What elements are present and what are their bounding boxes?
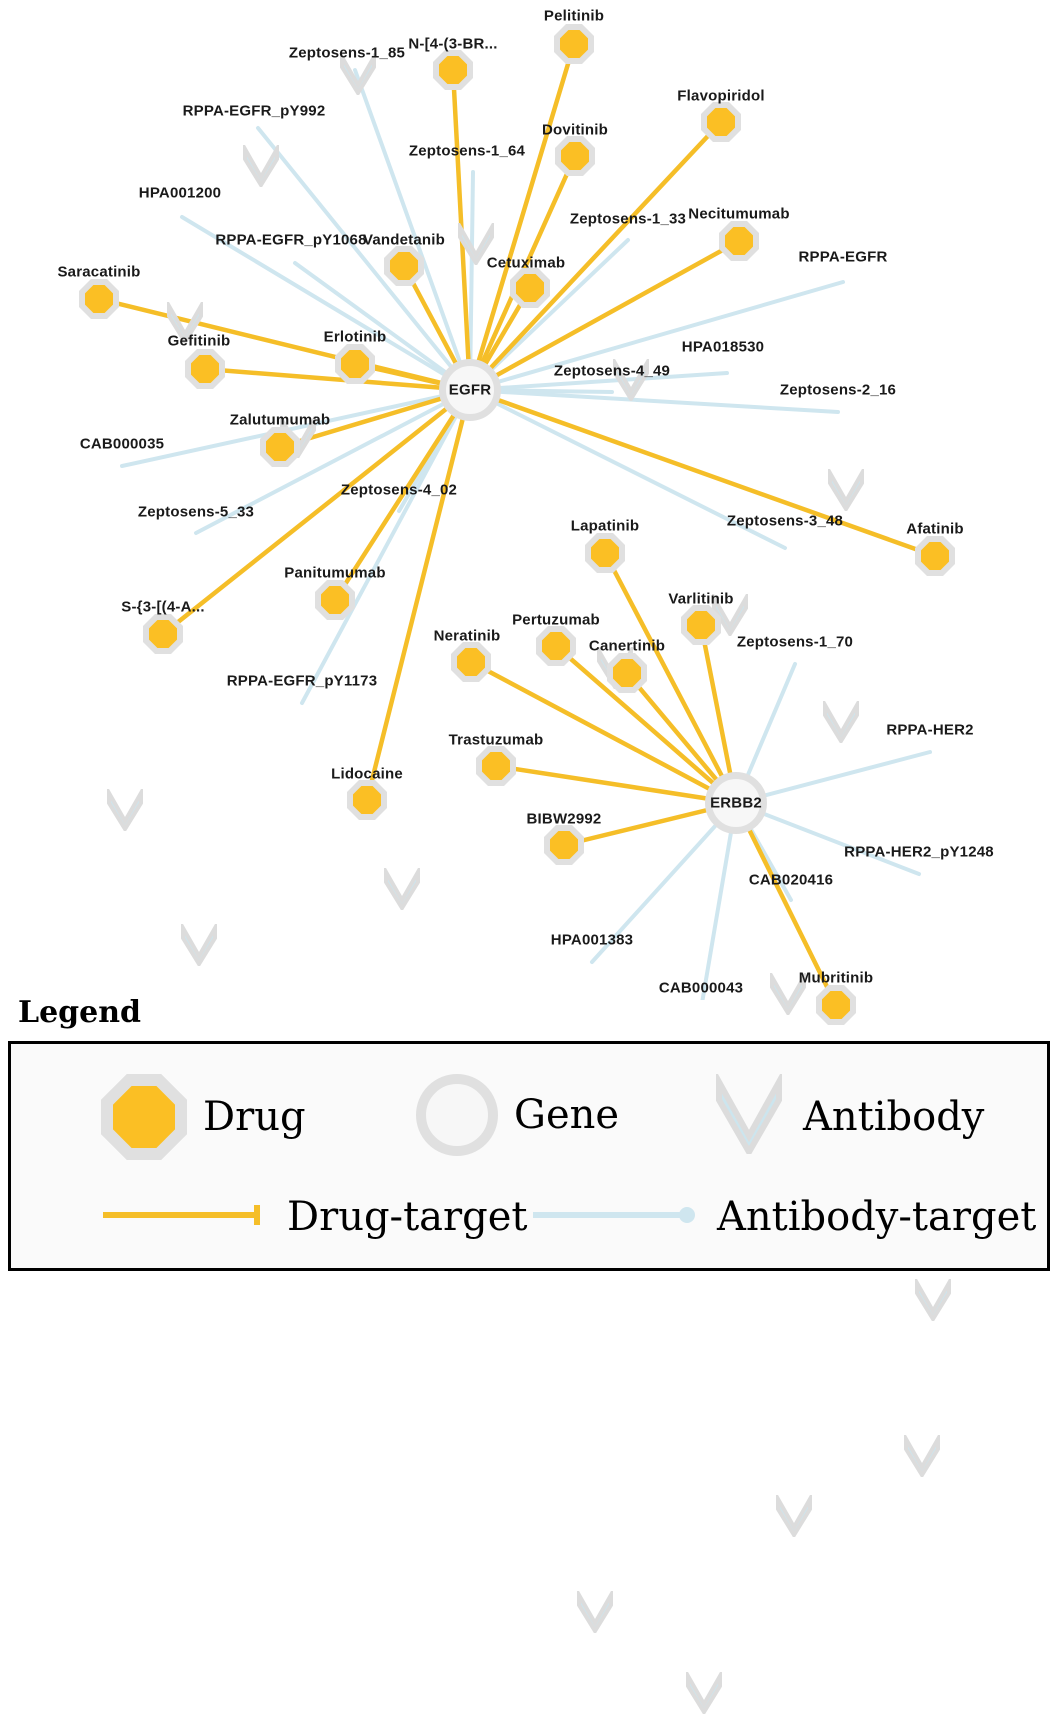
antibody-label: HPA001200 bbox=[138, 184, 222, 202]
legend-antibody bbox=[711, 1074, 984, 1159]
drug-node-fill bbox=[390, 252, 418, 280]
drug-node-fill bbox=[439, 56, 467, 84]
drug-label: Flavopiridol bbox=[677, 87, 765, 105]
drug-node[interactable] bbox=[335, 344, 375, 384]
drug-label: Zalutumumab bbox=[229, 411, 331, 429]
antibody-node[interactable] bbox=[575, 1591, 609, 1625]
drug-node-fill bbox=[822, 991, 850, 1019]
drug-node[interactable] bbox=[185, 349, 225, 389]
legend-antibody-label: Antibody bbox=[803, 1093, 985, 1140]
drug-node-fill bbox=[85, 285, 113, 313]
antibody-node[interactable] bbox=[826, 469, 860, 503]
drug-label: BIBW2992 bbox=[526, 810, 602, 828]
drug-node-fill bbox=[321, 586, 349, 614]
antibody-node[interactable] bbox=[902, 1435, 936, 1469]
drug-node-fill bbox=[687, 611, 715, 639]
drug-node[interactable] bbox=[719, 221, 759, 261]
antibody-label: RPPA-EGFR_pY1173 bbox=[226, 672, 378, 690]
drug-node[interactable] bbox=[555, 136, 595, 176]
antibody-label: Zeptosens-1_33 bbox=[569, 210, 687, 228]
antibody-label: CAB020416 bbox=[748, 871, 834, 889]
antibody-node[interactable] bbox=[774, 1495, 808, 1529]
antibody-label: HPA001383 bbox=[550, 931, 634, 949]
drug-node-fill bbox=[707, 108, 735, 136]
legend-drug bbox=[101, 1074, 306, 1160]
drug-node-fill bbox=[560, 30, 588, 58]
drug-node[interactable] bbox=[315, 580, 355, 620]
drug-node-fill bbox=[482, 752, 510, 780]
drug-label: Panitumumab bbox=[284, 564, 386, 582]
drug-node[interactable] bbox=[260, 427, 300, 467]
drug-label: Afatinib bbox=[906, 520, 964, 538]
drug-node-fill bbox=[613, 659, 641, 687]
drug-node[interactable] bbox=[384, 246, 424, 286]
drug-label: Pelitinib bbox=[543, 7, 605, 25]
legend-gene-label: Gene bbox=[514, 1092, 620, 1138]
antibody-label: RPPA-HER2_pY1248 bbox=[844, 843, 994, 861]
antibody-label: Zeptosens-1_70 bbox=[736, 633, 854, 651]
legend-drug-label: Drug bbox=[203, 1094, 306, 1140]
antibody-node[interactable] bbox=[382, 868, 416, 902]
drug-node[interactable] bbox=[554, 24, 594, 64]
antibody-label: RPPA-EGFR_pY1068 bbox=[215, 231, 367, 249]
drug-node[interactable] bbox=[347, 780, 387, 820]
antibody-node[interactable] bbox=[241, 145, 275, 179]
drug-label: Necitumumab bbox=[688, 205, 790, 223]
antibody-icon bbox=[711, 1074, 787, 1159]
drug-node[interactable] bbox=[451, 642, 491, 682]
antibody-label: Zeptosens-4_49 bbox=[553, 362, 671, 380]
drug-node-fill bbox=[516, 274, 544, 302]
antibody-label: Zeptosens-1_64 bbox=[408, 142, 526, 160]
legend-antibody-target bbox=[531, 1194, 1036, 1240]
drug-label: Gefitinib bbox=[167, 332, 231, 350]
drug-label: Dovitinib bbox=[542, 121, 608, 139]
drug-node[interactable] bbox=[816, 985, 856, 1025]
drug-target-edge-icon bbox=[101, 1203, 271, 1232]
drug-label: Vandetanib bbox=[362, 231, 446, 249]
drug-label: Neratinib bbox=[433, 627, 501, 645]
drug-node[interactable] bbox=[607, 653, 647, 693]
drug-label: Canertinib bbox=[588, 637, 666, 655]
drug-node[interactable] bbox=[433, 50, 473, 90]
drug-node-fill bbox=[561, 142, 589, 170]
drug-node[interactable] bbox=[476, 746, 516, 786]
gene-icon bbox=[416, 1074, 498, 1156]
antibody-label: Zeptosens-5_33 bbox=[137, 503, 255, 521]
drug-node-fill bbox=[149, 620, 177, 648]
drug-node-fill bbox=[542, 632, 570, 660]
drug-label: Trastuzumab bbox=[448, 731, 544, 749]
drug-label: Cetuximab bbox=[486, 254, 566, 272]
antibody-node[interactable] bbox=[456, 223, 490, 257]
antibody-node[interactable] bbox=[179, 924, 213, 958]
drug-node-fill bbox=[457, 648, 485, 676]
drug-node[interactable] bbox=[585, 533, 625, 573]
drug-node-fill bbox=[266, 433, 294, 461]
legend-antibody-target-label: Antibody-target bbox=[717, 1194, 1037, 1240]
antibody-node[interactable] bbox=[165, 302, 199, 336]
drug-label: Mubritinib bbox=[798, 969, 874, 987]
drug-node-fill bbox=[591, 539, 619, 567]
legend-box bbox=[8, 1041, 1050, 1271]
antibody-node[interactable] bbox=[821, 701, 855, 735]
drug-node-fill bbox=[341, 350, 369, 378]
antibody-label: CAB000035 bbox=[79, 435, 165, 453]
drug-node[interactable] bbox=[510, 268, 550, 308]
antibody-label: RPPA-HER2 bbox=[886, 721, 974, 739]
drug-label: N-[4-(3-BR... bbox=[408, 35, 498, 53]
antibody-target-edge bbox=[302, 390, 470, 703]
drug-node-fill bbox=[191, 355, 219, 383]
antibody-label: RPPA-EGFR_pY992 bbox=[182, 102, 326, 120]
drug-node[interactable] bbox=[915, 536, 955, 576]
legend-title: Legend bbox=[18, 995, 142, 1030]
drug-node[interactable] bbox=[544, 825, 584, 865]
legend-gene bbox=[416, 1074, 619, 1156]
drug-label: Erlotinib bbox=[323, 328, 387, 346]
antibody-label: Zeptosens-2_16 bbox=[779, 381, 897, 399]
drug-label: Lidocaine bbox=[331, 765, 403, 783]
antibody-node[interactable] bbox=[105, 789, 139, 823]
drug-node[interactable] bbox=[681, 605, 721, 645]
antibody-label: Zeptosens-3_48 bbox=[726, 512, 844, 530]
drug-label: Pertuzumab bbox=[512, 611, 600, 629]
drug-node-fill bbox=[550, 831, 578, 859]
antibody-node[interactable] bbox=[913, 1279, 947, 1313]
drug-node[interactable] bbox=[536, 626, 576, 666]
legend-drug-target-label: Drug-target bbox=[287, 1194, 528, 1240]
gene-label: ERBB2 bbox=[710, 794, 762, 812]
gene-label: EGFR bbox=[448, 381, 492, 399]
antibody-target-edge-icon bbox=[531, 1203, 701, 1232]
antibody-label: Zeptosens-4_02 bbox=[340, 481, 458, 499]
antibody-label: Zeptosens-1_85 bbox=[288, 44, 406, 62]
drug-node[interactable] bbox=[79, 279, 119, 319]
antibody-node[interactable] bbox=[768, 973, 802, 1007]
drug-label: S-{3-[(4-A... bbox=[121, 598, 205, 616]
drug-node-fill bbox=[921, 542, 949, 570]
drug-node[interactable] bbox=[143, 614, 183, 654]
drug-node[interactable] bbox=[701, 102, 741, 142]
drug-node-fill bbox=[353, 786, 381, 814]
antibody-label: RPPA-EGFR bbox=[798, 248, 888, 266]
antibody-label: HPA018530 bbox=[681, 338, 765, 356]
drug-icon bbox=[101, 1074, 187, 1160]
drug-label: Lapatinib bbox=[570, 517, 640, 535]
antibody-node[interactable] bbox=[684, 1672, 718, 1706]
drug-label: Saracatinib bbox=[57, 263, 141, 281]
legend-drug-target bbox=[101, 1194, 527, 1240]
drug-label: Varlitinib bbox=[668, 590, 734, 608]
antibody-label: CAB000043 bbox=[658, 979, 744, 997]
drug-node-fill bbox=[725, 227, 753, 255]
